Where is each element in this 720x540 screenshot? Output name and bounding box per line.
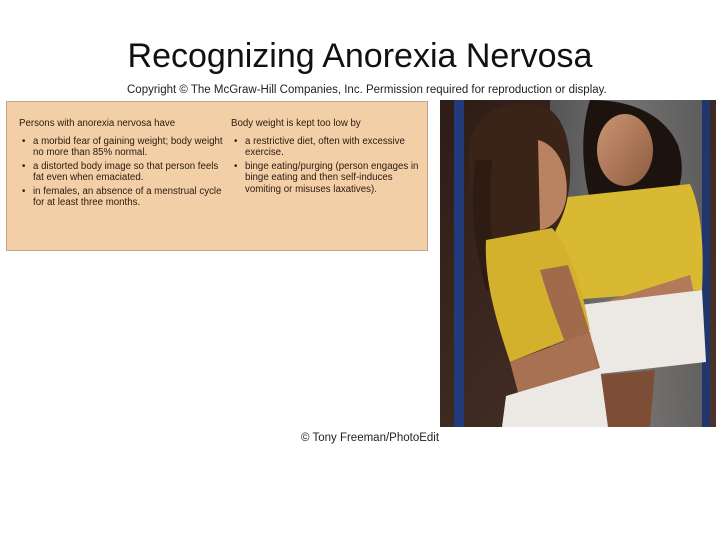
mirror-photo-illustration — [440, 100, 716, 427]
slide-title: Recognizing Anorexia Nervosa — [127, 37, 593, 75]
left-column-heading: Persons with anorexia nervosa have — [19, 118, 176, 129]
list-item-text: in females, an absence of a menstrual cycle for at least three months. — [33, 185, 222, 208]
reflection-legs — [600, 370, 655, 427]
copyright-notice: Copyright © The McGraw-Hill Companies, Inc. Permission required for reproduction or display. — [127, 84, 607, 96]
left-bullet-list — [19, 136, 224, 209]
bullet-icon: • — [22, 135, 26, 147]
reflection-face — [597, 114, 653, 186]
list-item-text: binge eating/purging (person engages in binge eating and then self-induces vomiting or misuses laxatives). — [245, 160, 419, 195]
bullet-icon: • — [234, 135, 238, 147]
list-item-text: a distorted body image so that person feels fat even when emaciated. — [33, 160, 219, 183]
mirror-edge — [454, 100, 464, 427]
left-column — [19, 118, 224, 211]
mirror-edge-right — [702, 100, 710, 427]
list-item — [19, 186, 224, 209]
bullet-icon: • — [22, 160, 26, 172]
mirror-photo — [440, 100, 716, 427]
list-item — [19, 136, 224, 159]
right-column-heading: Body weight is kept too low by — [231, 118, 361, 129]
photo-credit: © Tony Freeman/PhotoEdit — [301, 432, 440, 444]
reflection-shorts — [580, 290, 706, 375]
info-panel — [6, 101, 428, 251]
list-item — [19, 161, 224, 184]
list-item — [231, 136, 423, 159]
right-column — [231, 118, 423, 197]
list-item-text: a morbid fear of gaining weight; body weight no more than 85% normal. — [33, 135, 223, 158]
bullet-icon: • — [22, 185, 26, 197]
list-item — [231, 161, 423, 196]
bullet-icon: • — [234, 160, 238, 172]
right-bullet-list — [231, 136, 423, 196]
list-item-text: a restrictive diet, often with excessive exercise. — [245, 135, 405, 158]
